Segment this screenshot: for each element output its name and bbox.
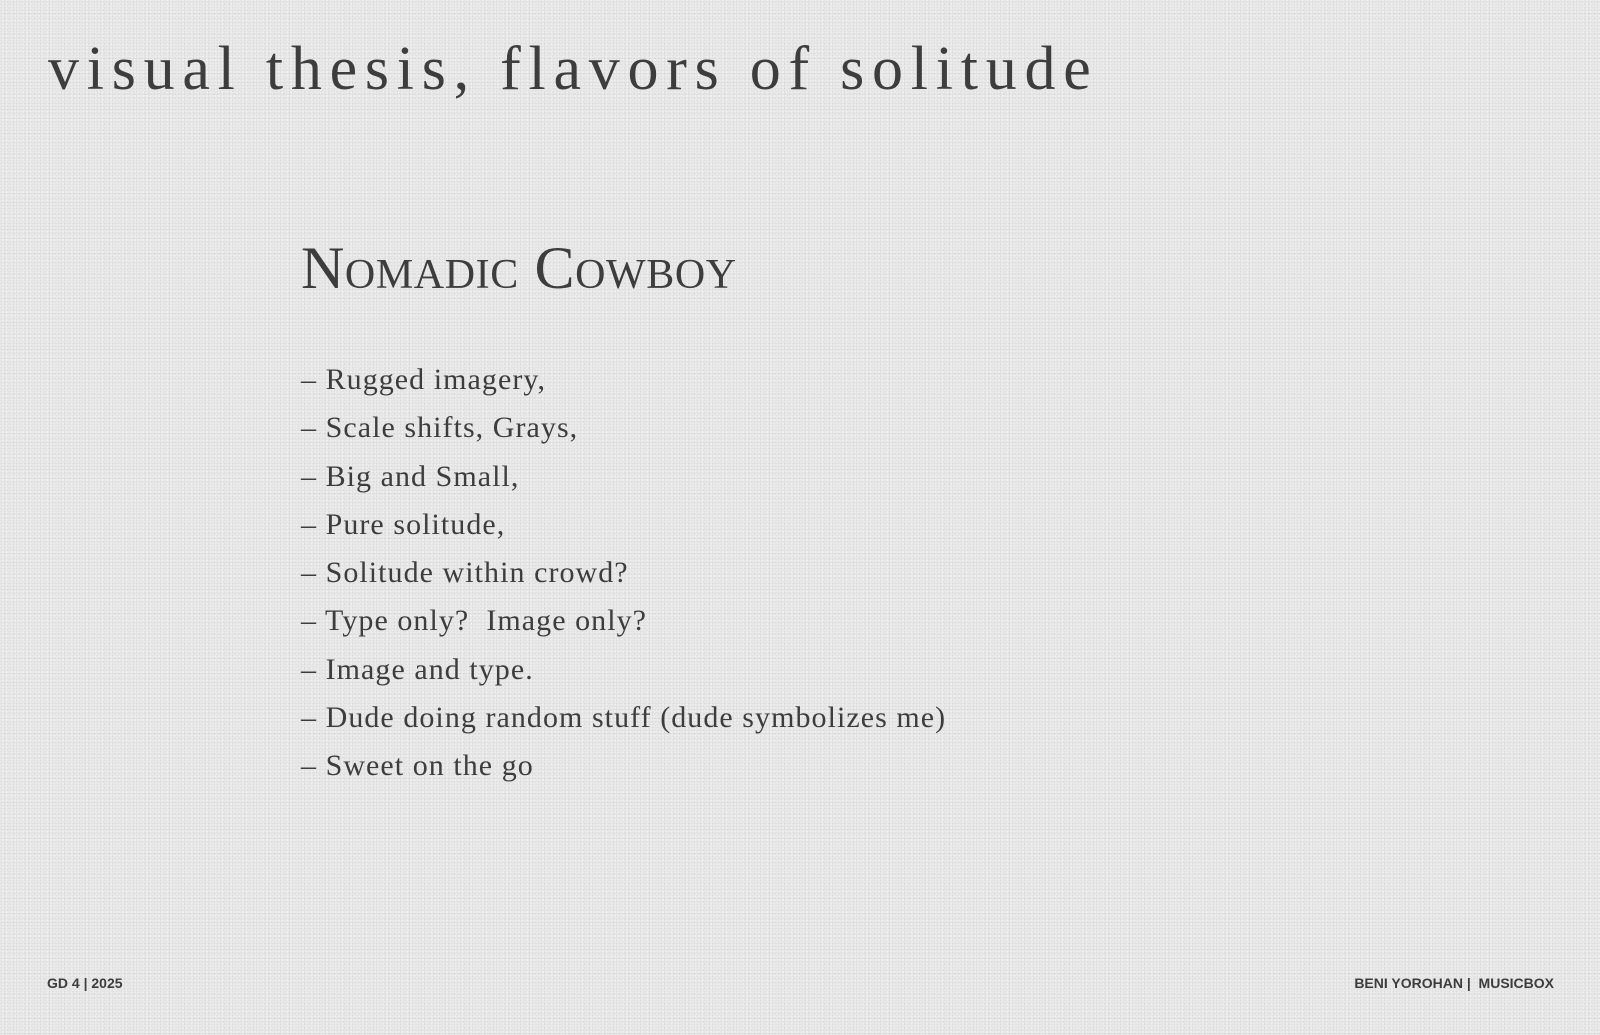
section-title: Nomadic Cowboy	[301, 235, 737, 301]
list-item: – Solitude within crowd?	[301, 556, 629, 590]
page-title: visual thesis, flavors of solitude	[48, 35, 1099, 103]
list-item: – Rugged imagery,	[301, 363, 547, 396]
footer-course-label: GD 4 | 2025	[47, 975, 123, 991]
list-item: – Pure solitude,	[301, 507, 506, 541]
list-item: – Image and type.	[301, 652, 534, 686]
list-item: – Scale shifts, Grays,	[301, 411, 579, 445]
list-item: – Sweet on the go	[301, 749, 534, 783]
notes-list	[301, 356, 1201, 791]
list-item: – Dude doing random stuff (dude symbolizes me)	[301, 701, 947, 735]
footer-author-label: BENI YOROHAN | MUSICBOX	[1354, 975, 1554, 991]
content-block	[301, 235, 1201, 791]
list-item: – Type only? Image only?	[301, 604, 648, 638]
list-item: – Big and Small,	[301, 459, 520, 493]
